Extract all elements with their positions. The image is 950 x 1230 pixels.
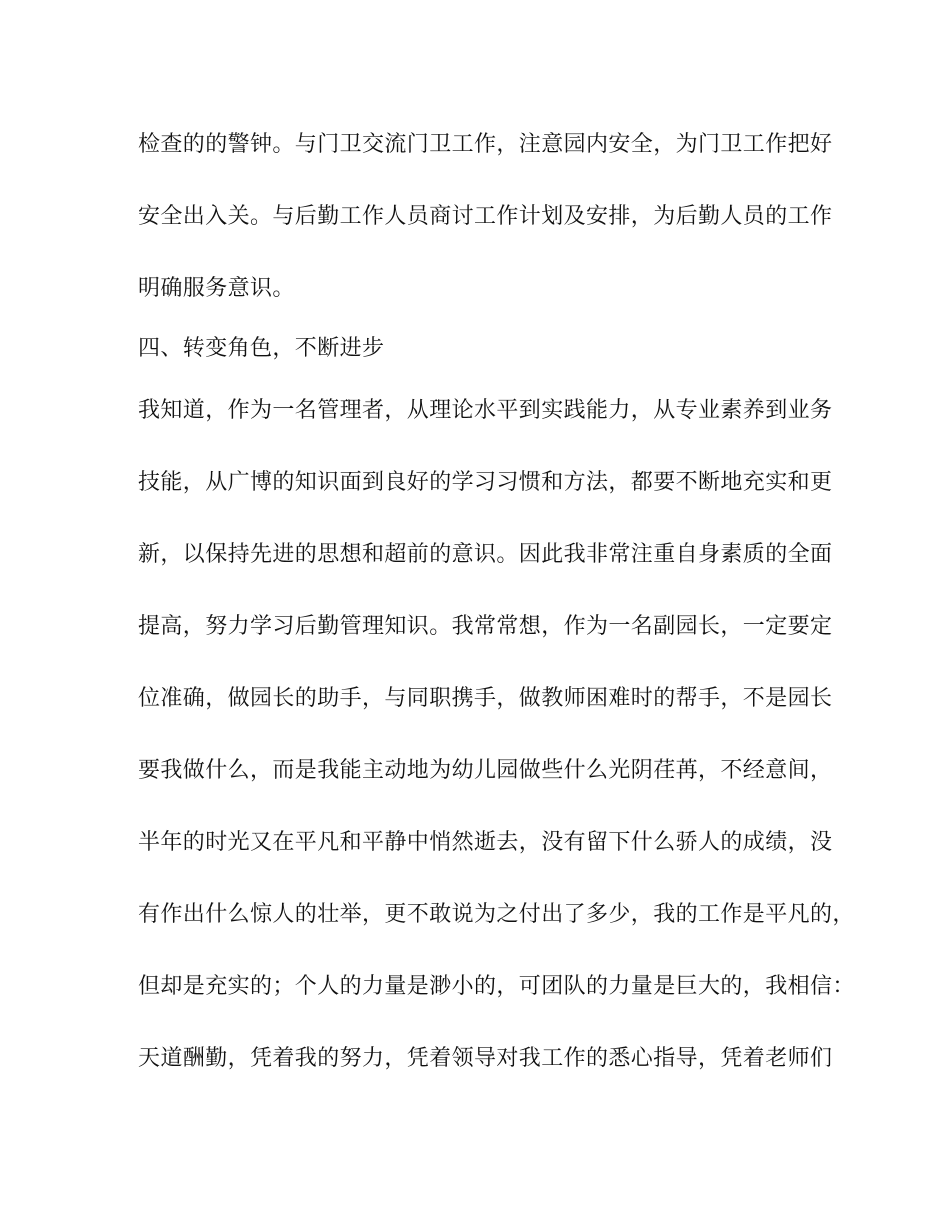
text-line-5: 我知道，作为一名管理者，从理论水平到实践能力，从专业素养到业务 xyxy=(138,398,833,423)
text-line-1: 检查的的警钟。与门卫交流门卫工作，注意园内安全，为门卫工作把好 xyxy=(138,132,833,157)
text-line-2: 安全出入关。与后勤工作人员商讨工作计划及安排，为后勤人员的工作 xyxy=(138,204,833,229)
text-line-11: 半年的时光又在平凡和平静中悄然逝去，没有留下什么骄人的成绩，没 xyxy=(138,830,833,855)
text-line-7: 新，以保持先进的思想和超前的意识。因此我非常注重自身素质的全面 xyxy=(138,542,833,567)
section-heading: 四、转变角色，不断进步 xyxy=(138,336,385,361)
text-line-9: 位准确，做园长的助手，与同职携手，做教师困难时的帮手，不是园长 xyxy=(138,686,833,711)
text-line-13: 但却是充实的；个人的力量是渺小的，可团队的力量是巨大的，我相信： xyxy=(138,974,855,999)
text-line-8: 提高，努力学习后勤管理知识。我常常想，作为一名副园长，一定要定 xyxy=(138,614,833,639)
text-line-14: 天道酬勤，凭着我的努力，凭着领导对我工作的悉心指导，凭着老师们 xyxy=(138,1046,833,1071)
text-line-10: 要我做什么，而是我能主动地为幼儿园做些什么光阴荏苒，不经意间， xyxy=(138,758,833,783)
text-line-12: 有作出什么惊人的壮举，更不敢说为之付出了多少，我的工作是平凡的， xyxy=(138,902,855,927)
text-line-3: 明确服务意识。 xyxy=(138,276,295,301)
text-line-6: 技能，从广博的知识面到良好的学习习惯和方法，都要不断地充实和更 xyxy=(138,470,833,495)
